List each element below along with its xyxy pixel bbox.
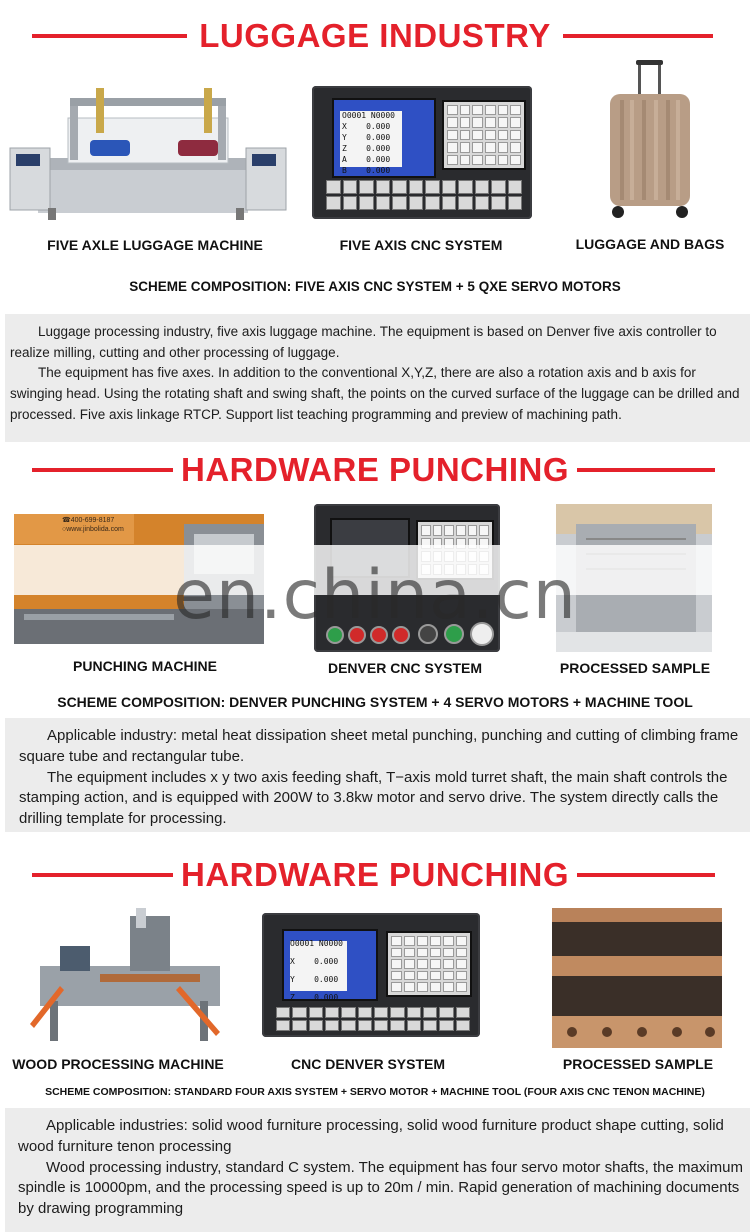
cnc-function-keys <box>276 1007 470 1031</box>
caption-processed-sample: PROCESSED SAMPLE <box>559 660 711 676</box>
paragraph: Applicable industry: metal heat dissipation sheet metal punching, punching and cutting of climbing frame square tube and rectangular tube. <box>19 727 739 765</box>
section-title: HARDWARE PUNCHING <box>173 856 577 893</box>
section-title: LUGGAGE INDUSTRY <box>191 17 558 54</box>
caption-wood-sample: PROCESSED SAMPLE <box>562 1056 714 1072</box>
description-box-3 <box>5 1108 750 1232</box>
section-title: HARDWARE PUNCHING <box>173 451 577 488</box>
paragraph: The equipment includes x y two axis feeding shaft, T−axis mold turret shaft, the main shaft controls the stamping action, and is equipped with 200W to 3.8kw motor and servo drive. The system directly calls the drilling template for processing. <box>19 768 728 828</box>
paragraph: The equipment has five axes. In addition to the conventional X,Y,Z, there are also a rotation axis and b axis for swinging head. Using the rotating shaft and swing shaft, the points on the curved surface of the luggage can be drilled and processed. Five axis linkage RTCP. Support list teaching programming and preview of machining path. <box>10 365 740 422</box>
wood-processed-sample-photo <box>552 908 722 1048</box>
scheme-composition-3: SCHEME COMPOSITION: STANDARD FOUR AXIS SYSTEM + SERVO MOTOR + MACHINE TOOL (FOUR AXIS CNC TENON MACHINE) <box>45 1086 705 1098</box>
watermark-text: en.china.cn <box>173 556 577 635</box>
luggage-bag-photo <box>608 60 692 222</box>
cnc-denver-panel-image <box>262 913 480 1037</box>
five-axis-cnc-panel-image <box>312 86 532 219</box>
caption-punching-machine: PUNCHING MACHINE <box>73 658 217 674</box>
section-heading-luggage <box>0 16 750 56</box>
wood-processing-machine-photo <box>20 906 232 1046</box>
section-heading-hardware-punching <box>0 450 750 490</box>
caption-five-axis-cnc: FIVE AXIS CNC SYSTEM <box>339 237 503 253</box>
section-heading-hardware-punching-2 <box>0 855 750 895</box>
cnc-screen <box>332 98 436 178</box>
machine-contact-label: ☎400-699-8187 ○www.jinbolida.com <box>62 517 124 533</box>
description-box-1 <box>5 314 750 442</box>
caption-luggage-machine: FIVE AXLE LUGGAGE MACHINE <box>47 237 263 253</box>
description-box-2 <box>5 718 750 832</box>
cnc-screen-readout: O0001 N0000 X 0.000 Y 0.000 Z 0.000 A 0.000 B 0.000 <box>342 111 395 175</box>
caption-luggage-bags: LUGGAGE AND BAGS <box>575 236 725 252</box>
caption-cnc-denver: CNC DENVER SYSTEM <box>290 1056 446 1072</box>
caption-wood-machine: WOOD PROCESSING MACHINE <box>12 1056 224 1072</box>
cnc-keypad <box>442 100 526 170</box>
cnc-screen-readout: O0001 N0000 X 0.000 Y 0.000 Z 0.000 <box>290 939 343 1002</box>
scheme-composition-1: SCHEME COMPOSITION: FIVE AXIS CNC SYSTEM + 5 QXE SERVO MOTORS <box>129 279 621 294</box>
paragraph: Luggage processing industry, five axis luggage machine. The equipment is based on Denver five axis controller to realize milling, cutting and other processing of luggage. <box>10 324 717 360</box>
paragraph: Wood processing industry, standard C system. The equipment has four servo motor shafts, the maximum spindle is 10000pm, and the processing speed is up to 20m / min. Rapid generation of machining documents by drawing programming <box>18 1158 743 1218</box>
caption-denver-cnc: DENVER CNC SYSTEM <box>327 660 483 676</box>
cnc-keypad <box>386 931 472 997</box>
cnc-function-keys <box>326 180 522 210</box>
paragraph: Applicable industries: solid wood furniture processing, solid wood furniture product shape cutting, solid wood furniture tenon processing <box>18 1117 724 1155</box>
cnc-screen <box>282 929 378 1001</box>
scheme-composition-2: SCHEME COMPOSITION: DENVER PUNCHING SYSTEM + 4 SERVO MOTORS + MACHINE TOOL <box>57 694 693 710</box>
luggage-machine-photo <box>8 78 288 223</box>
